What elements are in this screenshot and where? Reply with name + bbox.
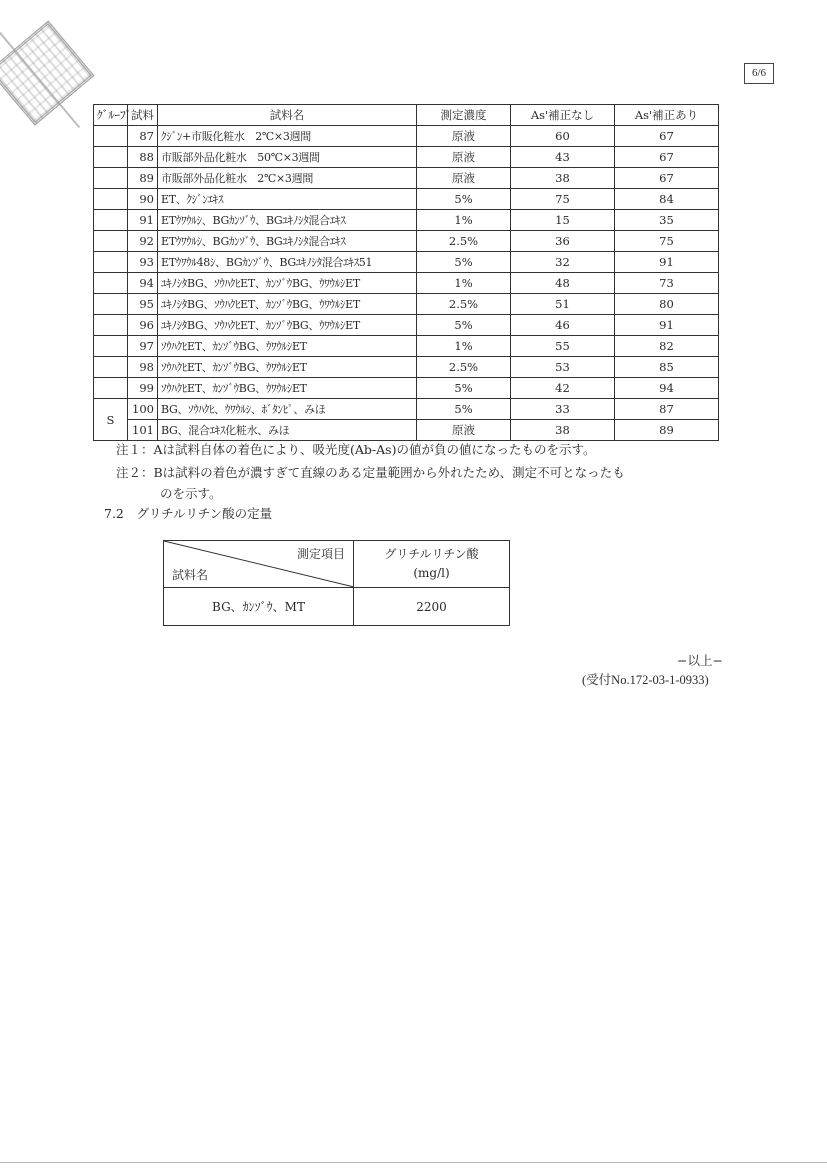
without-correction-cell: 32 [511,252,615,273]
group-cell [94,294,128,315]
with-correction-cell: 73 [615,273,719,294]
table-row [94,399,719,420]
table-row [94,189,719,210]
table-row [94,336,719,357]
sample-name-cell: 市販部外品化粧水 50℃×3週間 [158,147,417,168]
sample-cell: BG、ｶﾝｿﾞｳ、MT [164,588,354,626]
with-correction-cell: 67 [615,147,719,168]
concentration-cell: 原液 [417,168,511,189]
end-mark: −以上− [677,653,723,668]
with-correction-cell: 91 [615,252,719,273]
sample-name-cell: ﾕｷﾉｼﾀBG、ｿｳﾊｸﾋET、ｶﾝｿﾞｳBG、ｳﾜｳﾙｼET [158,294,417,315]
diagonal-header-cell [164,541,354,588]
without-correction-cell: 43 [511,147,615,168]
sample-name-cell: ETｳﾜｳﾙｼ、BGｶﾝｿﾞｳ、BGﾕｷﾉｼﾀ混合ｴｷｽ [158,231,417,252]
sample-number-cell: 97 [128,336,158,357]
with-correction-cell: 67 [615,126,719,147]
group-cell: S [94,399,128,441]
group-cell [94,210,128,231]
concentration-cell: 原液 [417,420,511,441]
concentration-cell: 5% [417,399,511,420]
concentration-cell: 1% [417,273,511,294]
sample-number-cell: 90 [128,189,158,210]
sample-name-cell: BG、混合ｴｷｽ化粧水、みほ [158,420,417,441]
group-cell [94,336,128,357]
table-row [94,357,719,378]
sample-number-cell: 99 [128,378,158,399]
table-row [94,315,719,336]
table-row [94,420,719,441]
with-correction-cell: 84 [615,189,719,210]
note-2-line-1: 注２：Bは試料の着色が濃すぎて直線のある定量範囲から外れたため、測定不可となったも [116,465,625,480]
without-correction-cell: 42 [511,378,615,399]
without-correction-cell: 51 [511,294,615,315]
header-sample-name: 試料名 [158,105,417,126]
concentration-cell: 5% [417,315,511,336]
sample-number-cell: 100 [128,399,158,420]
value-header-cell [354,541,510,588]
without-correction-cell: 75 [511,189,615,210]
value-cell: 2200 [354,588,510,626]
without-correction-cell: 38 [511,420,615,441]
sample-number-cell: 92 [128,231,158,252]
header-without-correction: As'補正なし [511,105,615,126]
group-cell [94,126,128,147]
sample-name-cell: ET、ｸｼﾞﾝｴｷｽ [158,189,417,210]
table-header-row [94,105,719,126]
concentration-cell: 1% [417,336,511,357]
group-cell [94,189,128,210]
table-row [94,147,719,168]
with-correction-cell: 87 [615,399,719,420]
section-title: 7.2 グリチルリチン酸の定量 [104,506,273,521]
with-correction-cell: 85 [615,357,719,378]
concentration-cell: 5% [417,189,511,210]
group-cell [94,315,128,336]
with-correction-cell: 80 [615,294,719,315]
sample-number-cell: 95 [128,294,158,315]
group-cell [94,378,128,399]
table-row [94,126,719,147]
concentration-cell: 5% [417,378,511,399]
with-correction-cell: 75 [615,231,719,252]
without-correction-cell: 46 [511,315,615,336]
sample-name-cell: ｿｳﾊｸﾋET、ｶﾝｿﾞｳBG、ｳﾜｳﾙｼET [158,378,417,399]
concentration-cell: 2.5% [417,357,511,378]
concentration-cell: 2.5% [417,231,511,252]
value-header: グリチルリチン酸 [384,547,479,561]
group-cell [94,357,128,378]
group-cell [94,147,128,168]
header-concentration: 測定濃度 [417,105,511,126]
with-correction-cell: 94 [615,378,719,399]
sample-number-cell: 94 [128,273,158,294]
sample-name-label: 試料名 [172,568,209,582]
note-2 [116,462,766,504]
header-group: ｸﾞﾙｰﾌﾟ [94,105,128,126]
group-cell [94,168,128,189]
scan-edge-line [0,1162,827,1163]
concentration-cell: 5% [417,252,511,273]
sample-number-cell: 87 [128,126,158,147]
page-number: 6/6 [744,63,774,84]
group-cell [94,252,128,273]
note-2-line-2: のを示す。 [160,486,222,501]
without-correction-cell: 53 [511,357,615,378]
table-row [94,378,719,399]
measurement-item-label: 測定項目 [296,547,345,561]
sample-name-cell: ｿｳﾊｸﾋET、ｶﾝｿﾞｳBG、ｳﾜｳﾙｼET [158,357,417,378]
with-correction-cell: 91 [615,315,719,336]
sample-number-cell: 96 [128,315,158,336]
sample-name-cell: ｸｼﾞﾝ+市販化粧水 2℃×3週間 [158,126,417,147]
with-correction-cell: 67 [615,168,719,189]
sample-name-cell: 市販部外品化粧水 2℃×3週間 [158,168,417,189]
table-row [94,294,719,315]
with-correction-cell: 89 [615,420,719,441]
group-cell [94,231,128,252]
without-correction-cell: 55 [511,336,615,357]
sample-name-cell: ﾕｷﾉｼﾀBG、ｿｳﾊｸﾋET、ｶﾝｿﾞｳBG、ｳﾜｳﾙｼET [158,273,417,294]
table-row [94,273,719,294]
glycyrrhizin-table [163,540,510,626]
table-row [94,252,719,273]
concentration-cell: 1% [417,210,511,231]
sample-number-cell: 89 [128,168,158,189]
sample-number-cell: 101 [128,420,158,441]
sample-name-cell: ETｳﾜｳﾙ48ｼ、BGｶﾝｿﾞｳ、BGﾕｷﾉｼﾀ混合ｴｷｽ51 [158,252,417,273]
without-correction-cell: 33 [511,399,615,420]
group-cell [94,273,128,294]
sample-name-cell: ﾕｷﾉｼﾀBG、ｿｳﾊｸﾋET、ｶﾝｿﾞｳBG、ｳﾜｳﾙｼET [158,315,417,336]
without-correction-cell: 38 [511,168,615,189]
sample-name-cell: BG、ｿｳﾊｸﾋ、ｳﾜｳﾙｼ、ﾎﾞﾀﾝﾋﾟ、みほ [158,399,417,420]
sample-number-cell: 88 [128,147,158,168]
receipt-number: (受付No.172-03-1-0933) [582,673,709,687]
with-correction-cell: 82 [615,336,719,357]
note-1: 注１：Aは試料自体の着色により、吸光度(Ab-As)の値が負の値になったものを示す。 [116,442,596,457]
table-row [94,168,719,189]
header-sample-no: 試料 [128,105,158,126]
sample-number-cell: 93 [128,252,158,273]
concentration-cell: 2.5% [417,294,511,315]
sample-name-cell: ｿｳﾊｸﾋET、ｶﾝｿﾞｳBG、ｳﾜｳﾙｼET [158,336,417,357]
concentration-cell: 原液 [417,126,511,147]
table-row [94,231,719,252]
value-unit: (mg/l) [413,566,450,580]
without-correction-cell: 48 [511,273,615,294]
table-row [94,210,719,231]
sample-number-cell: 98 [128,357,158,378]
results-table [93,104,719,441]
without-correction-cell: 60 [511,126,615,147]
concentration-cell: 原液 [417,147,511,168]
official-seal-icon [0,1,107,138]
sample-name-cell: ETｳﾜｳﾙｼ、BGｶﾝｿﾞｳ、BGﾕｷﾉｼﾀ混合ｴｷｽ [158,210,417,231]
header-with-correction: As'補正あり [615,105,719,126]
without-correction-cell: 15 [511,210,615,231]
without-correction-cell: 36 [511,231,615,252]
with-correction-cell: 35 [615,210,719,231]
sample-number-cell: 91 [128,210,158,231]
